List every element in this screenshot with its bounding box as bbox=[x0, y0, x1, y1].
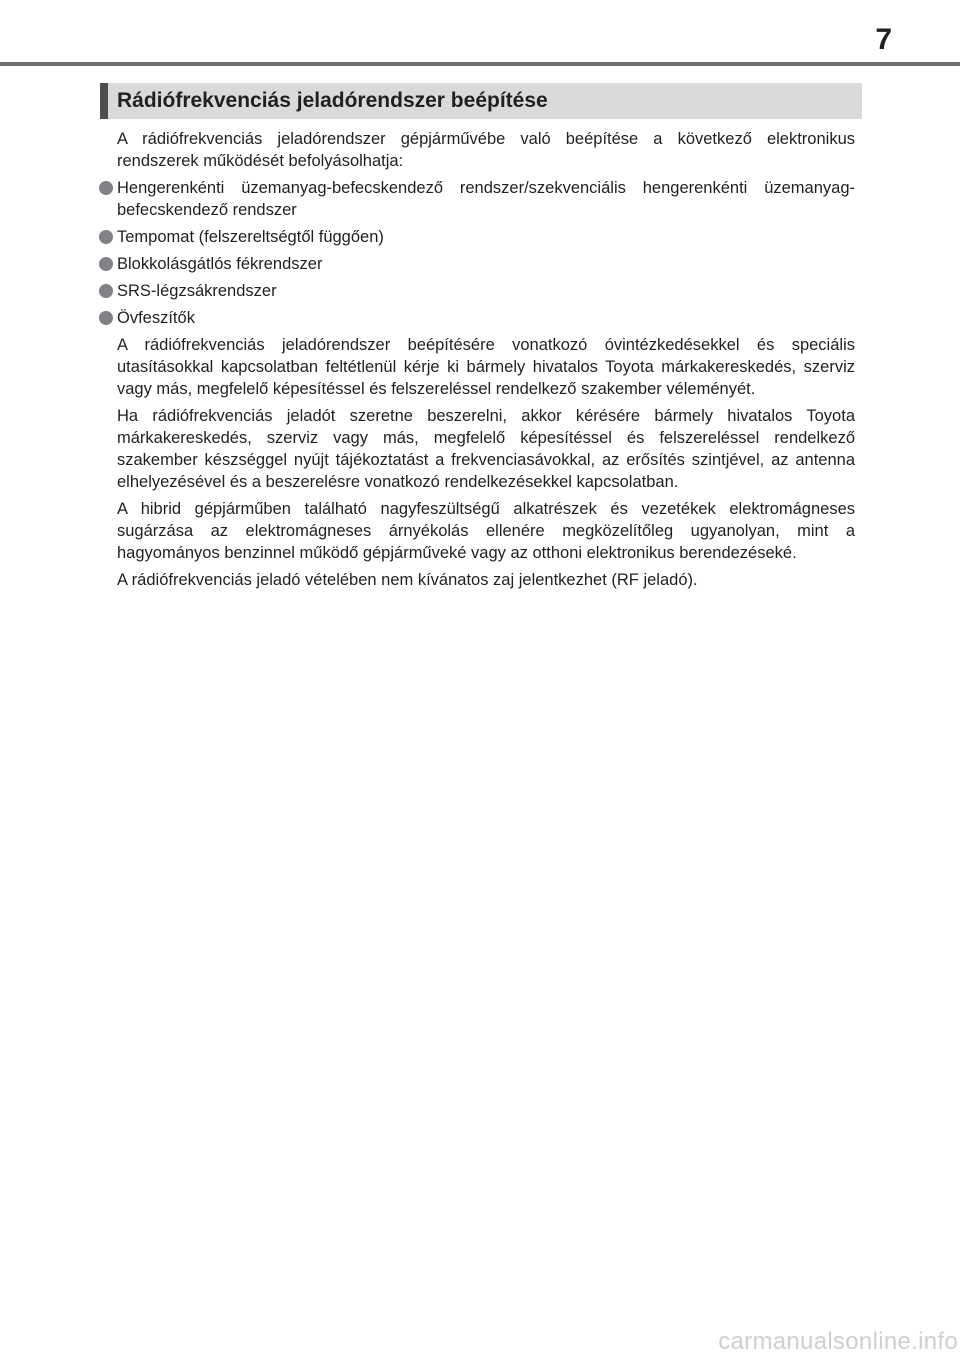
watermark: carmanualsonline.info bbox=[718, 1328, 958, 1355]
section-title: Rádiófrekvenciás jeladórendszer beépítése bbox=[117, 89, 548, 112]
header-rule bbox=[0, 62, 960, 66]
list-item bbox=[117, 253, 855, 275]
consultation-paragraph: A rádiófrekvenciás jeladórendszer beépítésére vonatkozó óvintézkedésekkel és speciális utasításokkal kapcsolatban feltétlenül kérje ki bármely hivatalos Toyota márkakereskedés, szerviz vagy más, megfelelő képesítéssel és felszereléssel rendelkező szakember véleményét. bbox=[117, 336, 855, 398]
bullet-icon bbox=[99, 284, 113, 298]
bullet-icon bbox=[99, 257, 113, 271]
page-number: 7 bbox=[875, 23, 892, 56]
list-item-text: Hengerenkénti üzemanyag-befecskendező rendszer/szekvenciális hengerenkénti üzemanyag-befecskendező rendszer bbox=[117, 179, 855, 219]
list-item-text: Tempomat (felszereltségtől függően) bbox=[117, 228, 384, 246]
list-item bbox=[117, 226, 855, 248]
noise-paragraph: A rádiófrekvenciás jeladó vételében nem kívánatos zaj jelentkezhet (RF jeladó). bbox=[117, 571, 698, 589]
list-item bbox=[117, 177, 855, 221]
bullet-list bbox=[117, 177, 855, 329]
list-item-text: Blokkolásgátlós fékrendszer bbox=[117, 255, 323, 273]
hybrid-emission-paragraph: A hibrid gépjárműben található nagyfeszültségű alkatrészek és vezetékek elektromágneses sugárzása az elektromágneses árnyékolás ellenére megközelítőleg ugyanolyan, mint a hagyományos benzinnel működő gépjárműveké vagy az otthoni elektronikus berendezéseké. bbox=[117, 500, 855, 562]
list-item bbox=[117, 307, 855, 329]
installation-info-paragraph: Ha rádiófrekvenciás jeladót szeretne beszerelni, akkor kérésére bármely hivatalos Toyota márkakereskedés, szerviz vagy más, megfelelő képesítéssel és felszereléssel rendelkező szakember készséggel nyújt tájékoztatást a frekvenciasávokkal, az erősítés szintjével, az antenna elhelyezésével és a beszerelésre vonatkozó rendelkezésekkel kapcsolatban. bbox=[117, 407, 855, 491]
list-item-text: Övfeszítők bbox=[117, 309, 195, 327]
intro-paragraph: A rádiófrekvenciás jeladórendszer gépjárművébe való beépítése a következő elektronikus rendszerek működését befolyásolhatja: bbox=[117, 130, 855, 170]
list-item bbox=[117, 280, 855, 302]
bullet-icon bbox=[99, 181, 113, 195]
bullet-icon bbox=[99, 311, 113, 325]
body-content bbox=[117, 128, 855, 596]
section-accent-bar bbox=[100, 83, 108, 119]
section-header bbox=[100, 83, 862, 119]
bullet-icon bbox=[99, 230, 113, 244]
list-item-text: SRS-légzsákrendszer bbox=[117, 282, 277, 300]
